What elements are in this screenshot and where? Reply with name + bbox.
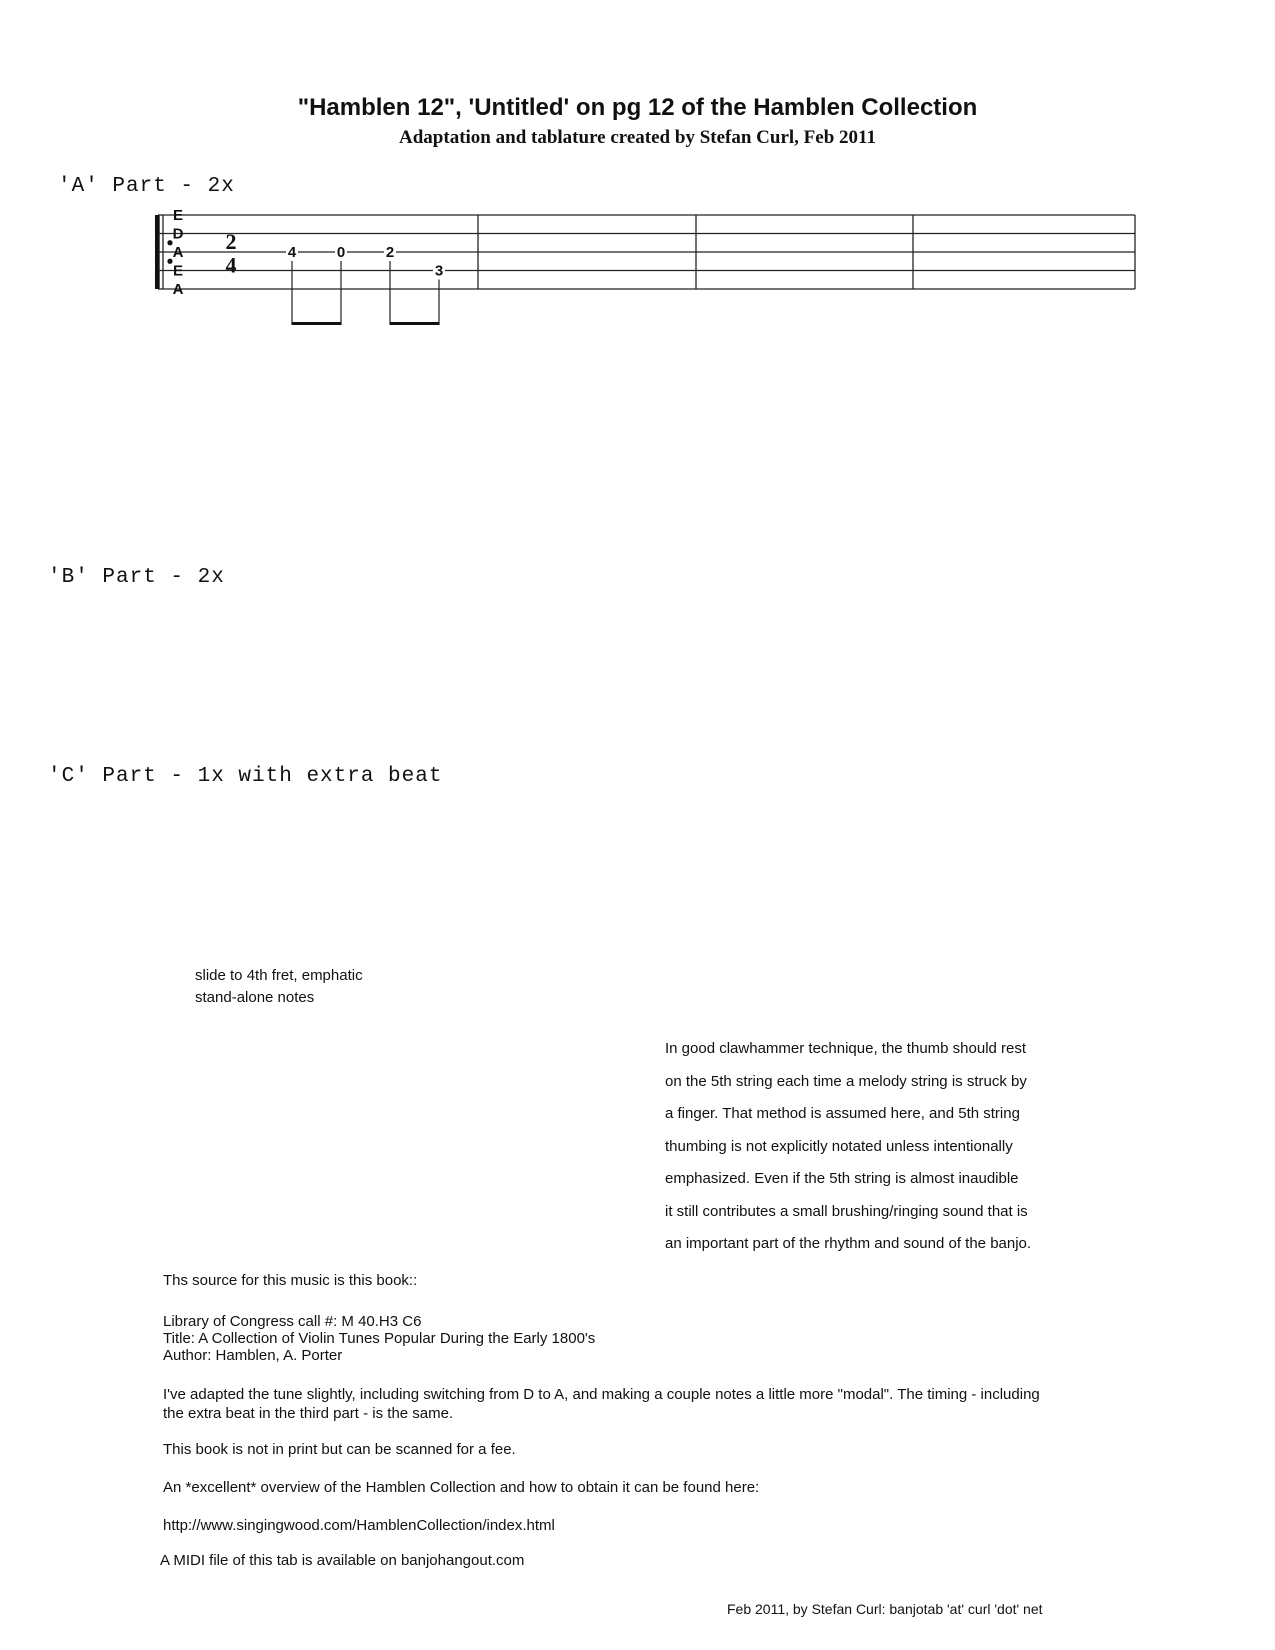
source-url-link[interactable]: http://www.singingwood.com/HamblenCollection/index.html bbox=[163, 1517, 555, 1534]
midi-note bbox=[160, 1551, 524, 1571]
book-title: Title: A Collection of Violin Tunes Popular During the Early 1800's bbox=[163, 1330, 596, 1347]
technique-note-line: emphasized. Even if the 5th string is almost inaudible bbox=[665, 1170, 1019, 1187]
call-number: Library of Congress call #: M 40.H3 C6 bbox=[163, 1313, 422, 1330]
time-signature-bottom: 4 bbox=[225, 252, 237, 278]
technique-note-line: on the 5th string each time a melody string is struck by bbox=[665, 1072, 1027, 1090]
book-author: Author: Hamblen, A. Porter bbox=[163, 1347, 343, 1364]
section-label-a: 'A' Part - 2x bbox=[58, 175, 235, 198]
overview-note-text: An *excellent* overview of the Hamblen Collection and how to obtain it can be found here: bbox=[163, 1479, 760, 1496]
adaptation-line: the extra beat in the third part - is the same. bbox=[163, 1405, 454, 1422]
technique-note-line: it still contributes a small brushing/ringing sound that is bbox=[665, 1202, 1028, 1220]
technique-note-line: In good clawhammer technique, the thumb should rest bbox=[665, 1040, 1027, 1057]
slide-annotation-line: stand-alone notes bbox=[195, 989, 315, 1006]
section-label-c: 'C' Part - 1x with extra beat bbox=[48, 765, 443, 788]
source-url[interactable] bbox=[163, 1516, 555, 1536]
adaptation-line: I've adapted the tune slightly, including switching from D to A, and making a couple notes a little more "modal". The timing - including bbox=[163, 1386, 1040, 1403]
string-name-label: E bbox=[172, 207, 184, 224]
fret-number: 0 bbox=[336, 244, 346, 261]
fret-number: 4 bbox=[287, 244, 297, 261]
source-intro bbox=[163, 1271, 417, 1291]
technique-note bbox=[665, 1033, 1031, 1261]
midi-note-text: A MIDI file of this tab is available on banjohangout.com bbox=[160, 1552, 525, 1569]
footer-credit: Feb 2011, by Stefan Curl: banjotab 'at' curl 'dot' net bbox=[727, 1601, 1043, 1617]
adaptation-note bbox=[163, 1385, 1040, 1423]
print-note-text: This book is not in print but can be scanned for a fee. bbox=[163, 1441, 516, 1458]
technique-note-line: an important part of the rhythm and sound of the banjo. bbox=[665, 1235, 1032, 1252]
print-note bbox=[163, 1440, 516, 1460]
string-name-label: D bbox=[172, 225, 184, 243]
section-label-b: 'B' Part - 2x bbox=[48, 566, 225, 589]
time-signature-top: 2 bbox=[225, 229, 237, 255]
beam bbox=[390, 322, 439, 325]
string-name-label: A bbox=[172, 244, 184, 261]
technique-note-line: thumbing is not explicitly notated unless intentionally bbox=[665, 1137, 1013, 1155]
string-name-label: E bbox=[172, 262, 184, 280]
repeat-dot bbox=[167, 240, 172, 245]
repeat-dot bbox=[167, 259, 172, 264]
technique-note-line: a finger. That method is assumed here, and 5th string bbox=[665, 1105, 1020, 1122]
fret-number: 3 bbox=[434, 262, 444, 280]
slide-annotation-line: slide to 4th fret, emphatic bbox=[195, 967, 363, 984]
repeat-start-thick-bar bbox=[155, 215, 159, 289]
book-citation bbox=[163, 1313, 595, 1364]
string-name-label: A bbox=[172, 281, 184, 298]
page-title: "Hamblen 12", 'Untitled' on pg 12 of the Hamblen Collection bbox=[297, 94, 978, 121]
overview-note bbox=[163, 1478, 759, 1498]
slide-annotation bbox=[195, 965, 363, 1009]
beam bbox=[292, 322, 341, 325]
page-subtitle: Adaptation and tablature created by Stefan Curl, Feb 2011 bbox=[399, 127, 876, 148]
fret-number: 2 bbox=[385, 244, 395, 261]
source-intro-text: Ths source for this music is this book:: bbox=[163, 1272, 418, 1289]
